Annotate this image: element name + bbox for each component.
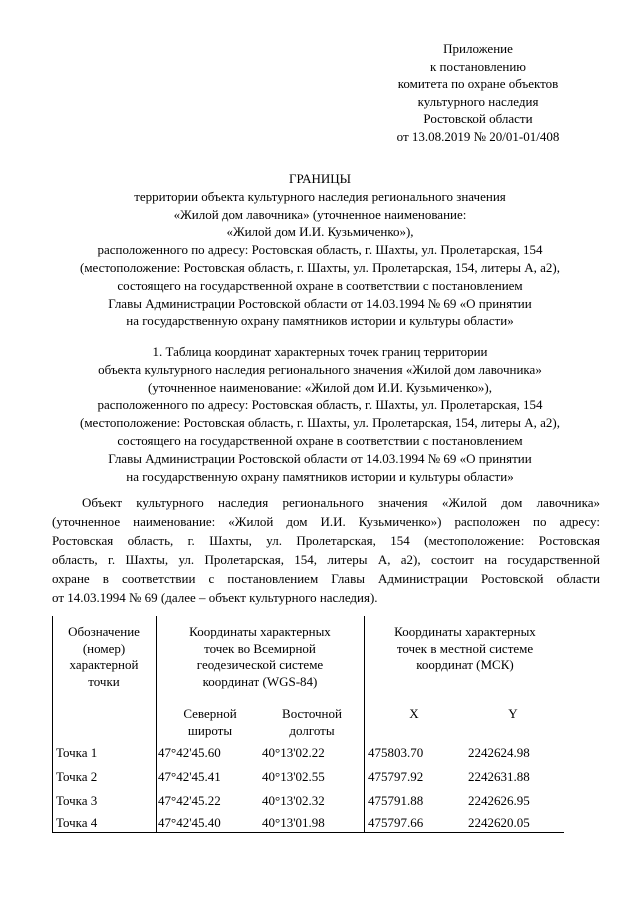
appendix-line: комитета по охране объектов (397, 76, 559, 91)
table-border-bottom (52, 832, 564, 833)
y-value: 2242631.88 (468, 769, 530, 784)
document-heading (40, 170, 600, 330)
header-text: точек во Всемирной (204, 640, 316, 656)
header-text: координат (МСК) (416, 657, 514, 672)
table-title-line: расположенного по адресу: Ростовская область, г. Шахты, ул. Пролетарская, 154 (97, 397, 543, 413)
latitude-value: 47°42'45.41 (158, 769, 221, 784)
header-text: точки (88, 673, 120, 689)
heading-line: расположенного по адресу: Ростовская область, г. Шахты, ул. Пролетарская, 154 (97, 242, 543, 258)
paragraph-line: Объект культурного наследия регионального значения «Жилой дом лавочника» (82, 495, 600, 510)
table-title-line: состоящего на государственной охране в соответствии с постановлением (117, 432, 523, 448)
header-text: Координаты характерных (189, 624, 331, 639)
heading-line: (местоположение: Ростовская область, г. Шахты, ул. Пролетарская, 154, литеры А, а2), (80, 259, 560, 275)
subheader-text: долготы (289, 722, 335, 738)
table-border-divider (364, 616, 365, 832)
heading-line: территории объекта культурного наследия регионального значения (134, 188, 506, 204)
header-text: точек в местной системе (396, 640, 534, 656)
table-title-line: (уточненное наименование: «Жилой дом И.И. Кузьмиченко»), (148, 379, 492, 395)
y-value: 2242624.98 (468, 745, 530, 760)
x-value: 475791.88 (368, 793, 424, 808)
table-border-left (52, 616, 53, 832)
paragraph-line: (уточненное наименование: «Жилой дом И.И. Кузьмиченко») расположен по адресу: (52, 514, 600, 529)
longitude-value: 40°13'02.22 (262, 745, 325, 760)
table-title-line: (местоположение: Ростовская область, г. Шахты, ул. Пролетарская, 154, литеры А, а2), (80, 415, 560, 431)
subheader-y (462, 706, 564, 723)
table-title-line: на государственную охрану памятников истории и культуры области» (126, 468, 514, 484)
header-text: Координаты характерных (394, 624, 536, 639)
header-text: Обозначение (68, 624, 140, 639)
appendix-line: от 13.08.2019 № 20/01-01/408 (396, 128, 560, 144)
longitude-value: 40°13'02.55 (262, 769, 325, 784)
heading-line: состоящего на государственной охране в соответствии с постановлением (117, 277, 523, 293)
subheader-longitude (262, 706, 362, 739)
x-value: 475797.92 (368, 769, 424, 784)
longitude-value: 40°13'02.32 (262, 793, 325, 808)
subheader-text: X (409, 706, 419, 721)
appendix-header (358, 40, 598, 145)
x-value: 475797.66 (368, 815, 424, 830)
subheader-text: Северной (183, 706, 237, 721)
paragraph-line: Ростовская область, г. Шахты, ул. Пролетарская, 154 (местоположение: Ростовская (52, 533, 600, 548)
header-msk-cell (366, 624, 564, 674)
header-text: (номер) (82, 640, 126, 656)
subheader-text: Y (508, 706, 518, 721)
paragraph-line: от 14.03.1994 № 69 (далее – объект культурного наследия). (52, 590, 378, 605)
latitude-value: 47°42'45.40 (158, 815, 221, 830)
point-label: Точка 1 (56, 745, 98, 760)
y-value: 2242620.05 (468, 815, 530, 830)
appendix-line: к постановлению (429, 58, 527, 74)
appendix-line: Ростовской области (423, 111, 533, 126)
heading-line: «Жилой дом И.И. Кузьмиченко»), (226, 224, 414, 240)
paragraph-line: охране в соответствии с постановлением Главы Администрации Ростовской области (52, 571, 600, 586)
table-title (40, 343, 600, 485)
appendix-line: культурного наследия (417, 93, 539, 109)
latitude-value: 47°42'45.60 (158, 745, 221, 760)
subheader-text: Восточной (282, 706, 342, 721)
appendix-line: Приложение (443, 41, 513, 56)
heading-title: ГРАНИЦЫ (289, 171, 351, 186)
subheader-text: широты (187, 722, 233, 738)
coordinates-table (52, 616, 567, 838)
description-paragraph (52, 493, 600, 607)
header-wgs-cell (158, 624, 362, 690)
point-label: Точка 4 (56, 815, 98, 830)
subheader-latitude (158, 706, 262, 739)
header-text: координат (WGS-84) (202, 673, 318, 689)
x-value: 475803.70 (368, 745, 424, 760)
heading-line: «Жилой дом лавочника» (уточненное наименование: (173, 206, 467, 222)
header-point-cell (54, 624, 154, 690)
longitude-value: 40°13'01.98 (262, 815, 325, 830)
header-text: геодезической системе (196, 657, 324, 672)
point-label: Точка 3 (56, 793, 98, 808)
table-title-line: объекта культурного наследия регионального значения «Жилой дом лавочника» (98, 361, 542, 377)
subheader-x (366, 706, 462, 723)
paragraph-line: область, г. Шахты, ул. Пролетарская, 154, литеры А, а2), состоит на государственной (52, 552, 600, 567)
heading-line: на государственную охрану памятников истории и культуры области» (126, 313, 514, 329)
point-label: Точка 2 (56, 769, 98, 784)
table-title-line: 1. Таблица координат характерных точек границ территории (152, 344, 488, 359)
table-title-line: Главы Администрации Ростовской области от 14.03.1994 № 69 «О принятии (108, 450, 532, 466)
y-value: 2242626.95 (468, 793, 530, 808)
header-text: характерной (69, 657, 139, 672)
latitude-value: 47°42'45.22 (158, 793, 221, 808)
table-border-divider (156, 616, 157, 832)
heading-line: Главы Администрации Ростовской области от 14.03.1994 № 69 «О принятии (108, 295, 532, 311)
